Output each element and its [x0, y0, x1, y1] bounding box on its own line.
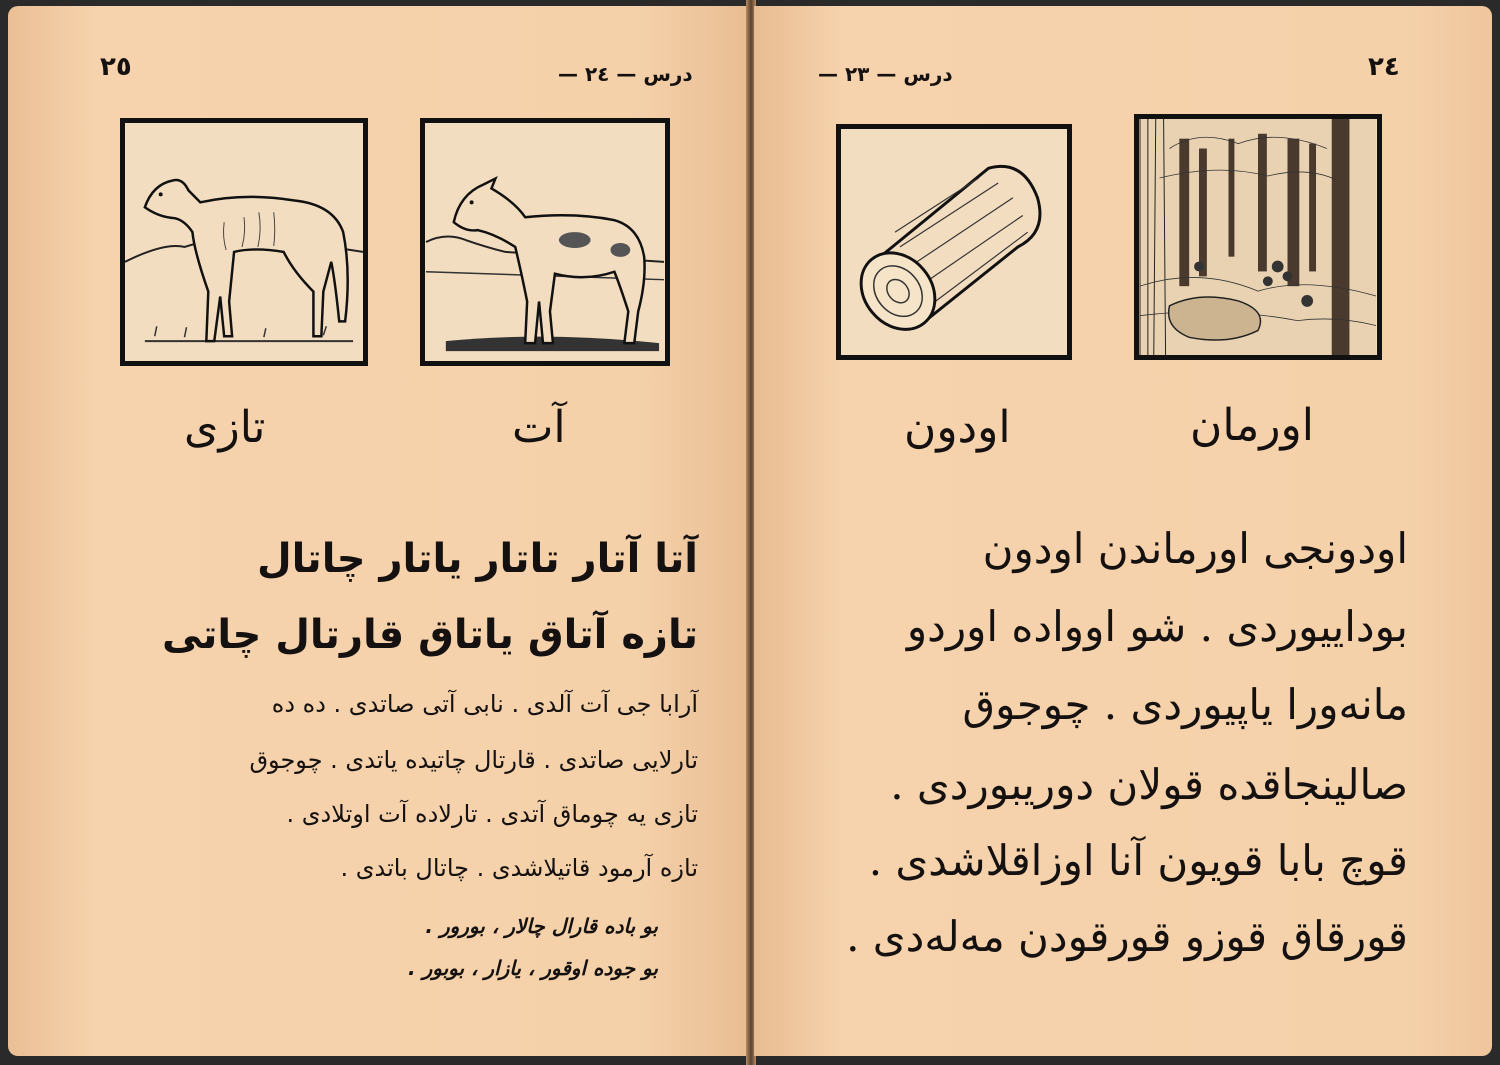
lesson-header: درس — ٢٣ —	[818, 62, 953, 86]
text-line: قوچ بابا قویون آنا اوزاقلاشدی .	[868, 836, 1408, 885]
text-line: تازه آرمود قاتیلاشدی . چاتال باتدی .	[340, 854, 698, 882]
text-line: قورقاق قوزو قورقودن مه‌له‌دی .	[846, 912, 1408, 961]
right-page	[754, 6, 1492, 1056]
text-line: آتا آتار تاتار یاتار چاتال	[256, 536, 698, 582]
text-line: تازه آتاق یاتاق قارتال چاتی	[161, 612, 698, 658]
horse-illustration	[420, 118, 670, 366]
open-book	[8, 0, 1492, 1065]
left-page	[8, 6, 748, 1056]
caption-forest: اورمان	[1190, 400, 1315, 451]
page-number: ٢٤	[1368, 52, 1400, 82]
log-illustration	[836, 124, 1072, 360]
text-line: تارلایی صاتدی . قارتال چاتیده یاتدی . چوجوق	[249, 746, 698, 774]
text-line: اودونجی اورماندن اودون	[982, 524, 1408, 573]
caption-wood: اودون	[904, 402, 1011, 453]
caption-horse: آت	[512, 402, 566, 453]
text-line: صالینجاقده قولان دوریبوردی .	[890, 760, 1408, 809]
text-line: بو باده قارال چالار ، بورور .	[425, 914, 658, 938]
page-number: ٢٥	[100, 52, 132, 82]
greyhound-illustration	[120, 118, 368, 366]
text-line: تازی یه چوماق آتدی . تارلاده آت اوتلادی .	[286, 800, 698, 828]
text-line: بو جوده اوقور ، یازار ، بوبور .	[408, 956, 658, 980]
caption-greyhound: تازی	[184, 402, 266, 453]
forest-illustration	[1134, 114, 1382, 360]
text-line: مانه‌ورا یاپیوردی . چوجوق	[962, 680, 1408, 729]
text-line: آرابا جی آت آلدی . نابی آتی صاتدی . ده ده	[271, 690, 698, 718]
lesson-header: درس — ٢٤ —	[558, 62, 693, 86]
text-line: بوداییوردی . شو اوواده اوردو	[906, 602, 1408, 651]
